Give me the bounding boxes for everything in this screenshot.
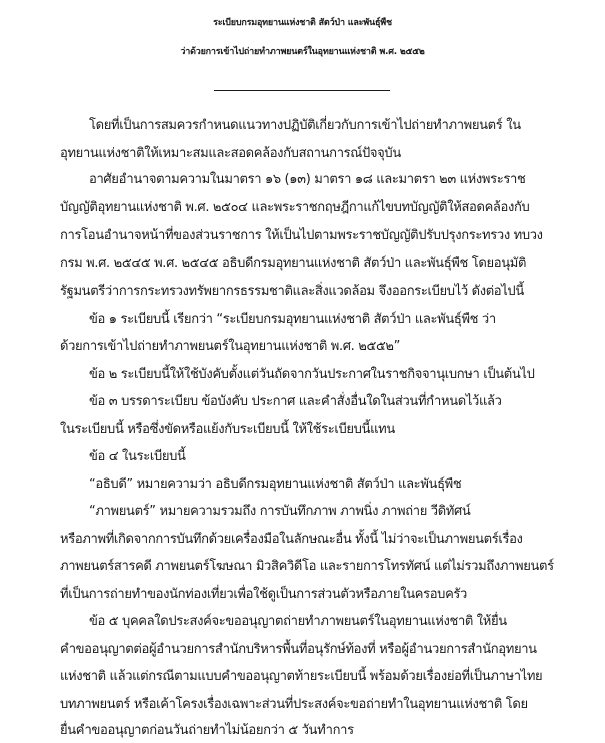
clause-1-line: ข้อ ๑ ระเบียบนี้ เรียกว่า “ระเบียบกรมอุทยานแห่งชาติ สัตว์ป่า และพันธุ์พืช ว่า xyxy=(89,312,496,327)
clause-3-line: ข้อ ๓ บรรดาระเบียบ ข้อบังคับ ประกาศ และคำสั่งอื่นใดในส่วนที่กำหนดไว้แล้ว xyxy=(89,394,502,409)
definition-line: ที่เป็นการถ่ายทำของนักท่องเที่ยวเพื่อใช้ดูเป็นการส่วนตัวหรือภายในครอบครัว xyxy=(60,587,467,602)
document-title-line-1: ระเบียบกรมอุทยานแห่งชาติ สัตว์ป่า และพันธุ์พืช xyxy=(213,18,392,28)
preamble-line: โดยที่เป็นการสมควรกำหนดแนวทางปฏิบัติเกี่ยวกับการเข้าไปถ่ายทำภาพยนตร์ ใน xyxy=(89,118,521,133)
preamble-line: บัญญัติอุทยานแห่งชาติ พ.ศ. ๒๕๐๔ และพระราชกฤษฎีกาแก้ไขบทบัญญัติให้สอดคล้องกับ xyxy=(60,200,530,215)
preamble-line: การโอนอำนาจหน้าที่ของส่วนราชการ ให้เป็นไปตามพระราชบัญญัติปรับปรุงกระทรวง ทบวง xyxy=(60,228,543,243)
document-title-line-2: ว่าด้วยการเข้าไปถ่ายทำภาพยนตร์ในอุทยานแห่งชาติ พ.ศ. ๒๕๕๒ xyxy=(180,47,425,57)
definition-line: ภาพยนตร์สารคดี ภาพยนตร์โฆษณา มิวสิควิดีโอ และรายการโทรทัศน์ แต่ไม่รวมถึงภาพยนตร์ xyxy=(60,559,554,574)
clause-1-line: ด้วยการเข้าไปถ่ายทำภาพยนตร์ในอุทยานแห่งชาติ พ.ศ. ๒๕๕๒” xyxy=(60,339,401,354)
preamble-line: อุทยานแห่งชาติให้เหมาะสมและสอดคล้องกับสถานการณ์ปัจจุบัน xyxy=(60,146,401,161)
preamble-line: รัฐมนตรีว่าการกระทรวงทรัพยากรธรรมชาติและสิ่งแวดล้อม จึงออกระเบียบไว้ ดังต่อไปนี้ xyxy=(60,284,524,299)
preamble-line: อาศัยอำนาจตามความในมาตรา ๑๖ (๑๓) มาตรา ๑๘ และมาตรา ๒๓ แห่งพระราช xyxy=(89,172,526,187)
clause-5-line: บทภาพยนตร์ หรือเค้าโครงเรื่องเฉพาะส่วนที่ประสงค์จะขอถ่ายทำในอุทยานแห่งชาติ โดย xyxy=(60,697,528,712)
clause-5-line: แห่งชาติ แล้วแต่กรณีตามแบบคำขออนุญาตท้ายระเบียบนี้ พร้อมด้วยเรื่องย่อที่เป็นภาษาไทย xyxy=(60,669,543,684)
definition-line: “อธิบดี” หมายความว่า อธิบดีกรมอุทยานแห่งชาติ สัตว์ป่า และพันธุ์พืช xyxy=(89,477,462,492)
title-divider xyxy=(214,90,390,91)
definition-line: หรือภาพที่เกิดจากการบันทึกด้วยเครื่องมือในลักษณะอื่น ทั้งนี้ ไม่ว่าจะเป็นภาพยนตร์เรื่อง xyxy=(60,532,523,547)
clause-2-line: ข้อ ๒ ระเบียบนี้ให้ใช้บังคับตั้งแต่วันถัดจากวันประกาศในราชกิจจานุเบกษา เป็นต้นไป xyxy=(89,367,535,382)
preamble-line: กรม พ.ศ. ๒๕๔๕ พ.ศ. ๒๕๔๕ อธิบดีกรมอุทยานแห่งชาติ สัตว์ป่า และพันธุ์พืช โดยอนุมัติ xyxy=(60,256,527,271)
clause-5-line: คำขออนุญาตต่อผู้อำนวยการสำนักบริหารพื้นที่อนุรักษ์ท้องที่ หรือผู้อำนวยการสำนักอุทยาน xyxy=(60,642,537,657)
definition-line: “ภาพยนตร์” หมายความรวมถึง การบันทึกภาพ ภาพนิ่ง ภาพถ่าย วีดิทัศน์ xyxy=(89,504,471,519)
clause-5-line: ยื่นคำขออนุญาตก่อนวันถ่ายทำไม่น้อยกว่า ๕ วันทำการ xyxy=(60,723,354,738)
clause-3-line: ในระเบียบนี้ หรือซึ่งขัดหรือแย้งกับระเบียบนี้ ให้ใช้ระเบียบนี้แทน xyxy=(60,422,395,437)
clause-4-line: ข้อ ๔ ในระเบียบนี้ xyxy=(89,449,186,464)
clause-5-line: ข้อ ๕ บุคคลใดประสงค์จะขออนุญาตถ่ายทำภาพยนตร์ในอุทยานแห่งชาติ ให้ยื่น xyxy=(89,614,507,629)
